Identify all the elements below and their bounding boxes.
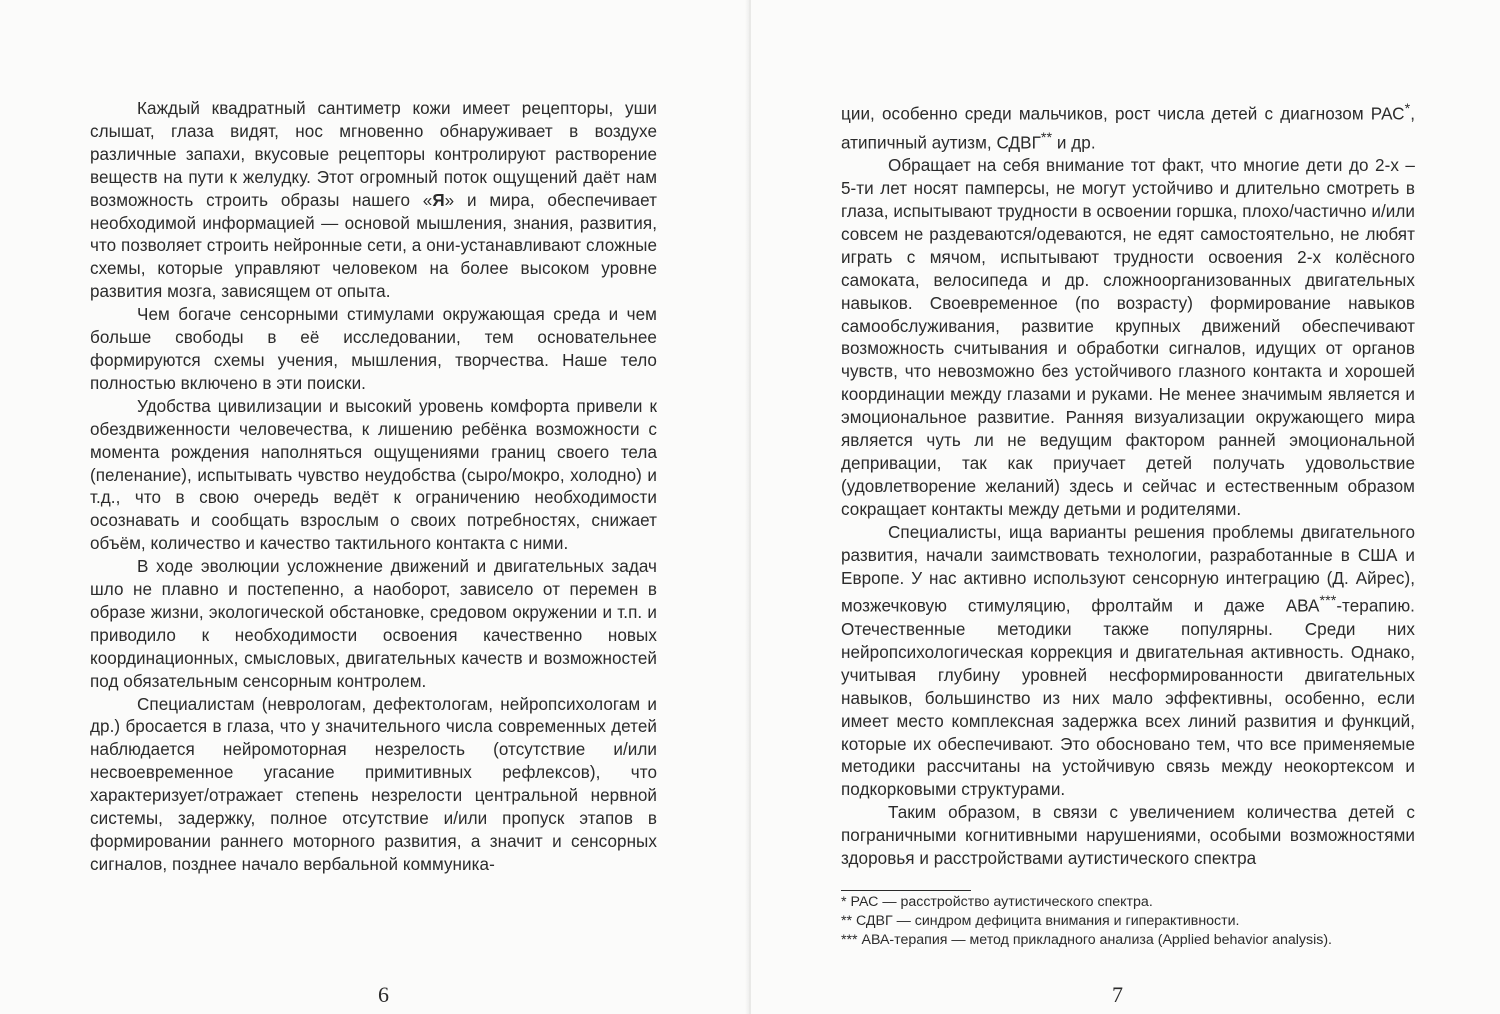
footnotes	[841, 893, 1421, 951]
paragraph: Таким образом, в связи с увеличением количества детей с пограничными когнитивными нарушениями, особыми возможностями здоровья и расстройствами аутистического спектра	[841, 803, 1415, 869]
paragraph: В ходе эволюции усложнение движений и двигательных задач шло не плавно и постепенно, а наоборот, зависело от перемен в образе жизни, экологической обстановке, средовом окружении и т.п. и приводило к необходимости освоения качественно новых координационных, смысловых, двигательных качеств и возможностей под обязательным сенсорным контролем.	[90, 557, 657, 691]
paragraph: Удобства цивилизации и высокий уровень комфорта привели к обездвиженности человечества, к лишению ребёнка возможности с момента рождения наполняться ощущениями границ своего тела (пеленание), испытывать чувство неудобства (сыро/мокро, холодно) и т.д., что в свою очередь ведёт к ограничению необходимости осознавать и сообщать взрослым о своих потребностях, снижает объём, количество и качество тактильного контакта с ними.	[90, 396, 657, 554]
page-number-left: 6	[378, 982, 389, 1007]
page-number-right: 7	[1112, 982, 1123, 1007]
paragraph	[841, 522, 1415, 803]
footnote-marker: ***	[1319, 593, 1337, 610]
paragraph-continuation	[841, 98, 1415, 155]
paragraph: Чем богаче сенсорными стимулами окружающая среда и чем больше свободы в её исследовании, тем основательнее формируются схемы учения, мышления, творчества. Наше тело полностью включено в эти поиски.	[90, 305, 657, 393]
footnote: ** СДВГ — синдром дефицита внимания и гиперактивности.	[841, 913, 1240, 930]
right-page-text	[841, 98, 1415, 871]
footnote-marker: *	[1404, 101, 1411, 117]
footnote-divider	[841, 890, 971, 891]
paragraph-text: , атипичный аутизм, СДВГ	[841, 104, 1415, 153]
paragraph-text: Каждый квадратный сантиметр кожи имеет рецепторы, уши слышат, глаза видят, нос мгновенно обнаруживает в воздухе различные запахи, вкусовые рецепторы контролируют растворение веществ на пути к желудку. Этот огромный поток ощущений даёт нам возможность строить образы нашего «	[90, 99, 657, 210]
footnote-marker: **	[1040, 129, 1053, 146]
footnote: *** АВА-терапия — метод прикладного анализа (Applied behavior analysis).	[841, 932, 1332, 949]
paragraph-text: и др.	[1052, 133, 1096, 153]
bold-letter: Я	[432, 190, 445, 210]
left-page	[0, 0, 749, 1014]
footnote: * РАС — расстройство аутистического спектра.	[841, 894, 1153, 910]
paragraph: Обращает на себя внимание тот факт, что многие дети до 2-х – 5-ти лет носят памперсы, не могут устойчиво и длительно смотреть в глаза, испытывают трудности в освоении горшка, плохо/частично и/или совсем не раздеваются/одеваются, не едят самостоятельно, не любят играть с мячом, испытывают трудности освоения 2-х колёсного самоката, велосипеда и др. сложноорганизованных двигательных навыков. Своевременное (по возрасту) формирование навыков самообслуживания, развитие крупных движений обеспечивают возможность считывания и обработки сигналов, идущих от органов чувств, что невозможно без устойчивого глазного контакта и хорошей координации между глазами и руками. Не менее значимым является и эмоциональное развитие. Ранняя визуализации окружающего мира является чуть ли не ведущим фактором ранней эмоциональной депривации, так как приучает детей получать удовольствие (удовлетворение желаний) здесь и сейчас и естественным образом сокращает контакты между детьми и родителями.	[841, 156, 1415, 519]
paragraph-text: -терапию. Отечественные методики также популярны. Среди них нейропсихологическая коррекция и двигательная активность. Однако, учитывая глубину уровней несформированности двигательных навыков, большинство из них мало эффективны, особенно, если имеет место комплексная задержка всех линий развития и функций, которые их обеспечивают. Это обосновано тем, что все применяемые методики рассчитаны на устойчивую связь между неокортексом и подкорковыми структурами.	[841, 597, 1415, 800]
paragraph-text: Специалисты, ища варианты решения проблемы двигательного развития, начали заимствовать технологии, разработанные в США и Европе. У нас активно используют сенсорную интеграцию (Д. Айрес), мозжечковую стимуляцию, фролтайм и даже АВА	[841, 522, 1415, 617]
left-page-text	[90, 98, 657, 877]
paragraph-text: ции, особенно среди мальчиков, рост числа детей с диагнозом РАС	[841, 104, 1405, 124]
paragraph	[90, 98, 657, 304]
paragraph-text: » и мира, обеспечивает необходимой информацией — основой мышления, знания, развития, что позволяет строить нейронные сети, а они-устанавливают сложные схемы, которые управляют человеком на более высоком уровне развития мозга, зависящем от опыта.	[90, 190, 657, 302]
paragraph: Специалистам (неврологам, дефектологам, нейропсихологам и др.) бросается в глаза, что у значительного числа современных детей наблюдается нейромоторная незрелость (отсутствие и/или несвоевременное угасание примитивных рефлексов), что характеризует/отражает степень незрелости центральной нервной системы, задержку, полное отсутствие и/или пропуск этапов в формировании раннего моторного развития, а значит и сенсорных сигналов, позднее начало вербальной коммуника-	[90, 694, 657, 874]
